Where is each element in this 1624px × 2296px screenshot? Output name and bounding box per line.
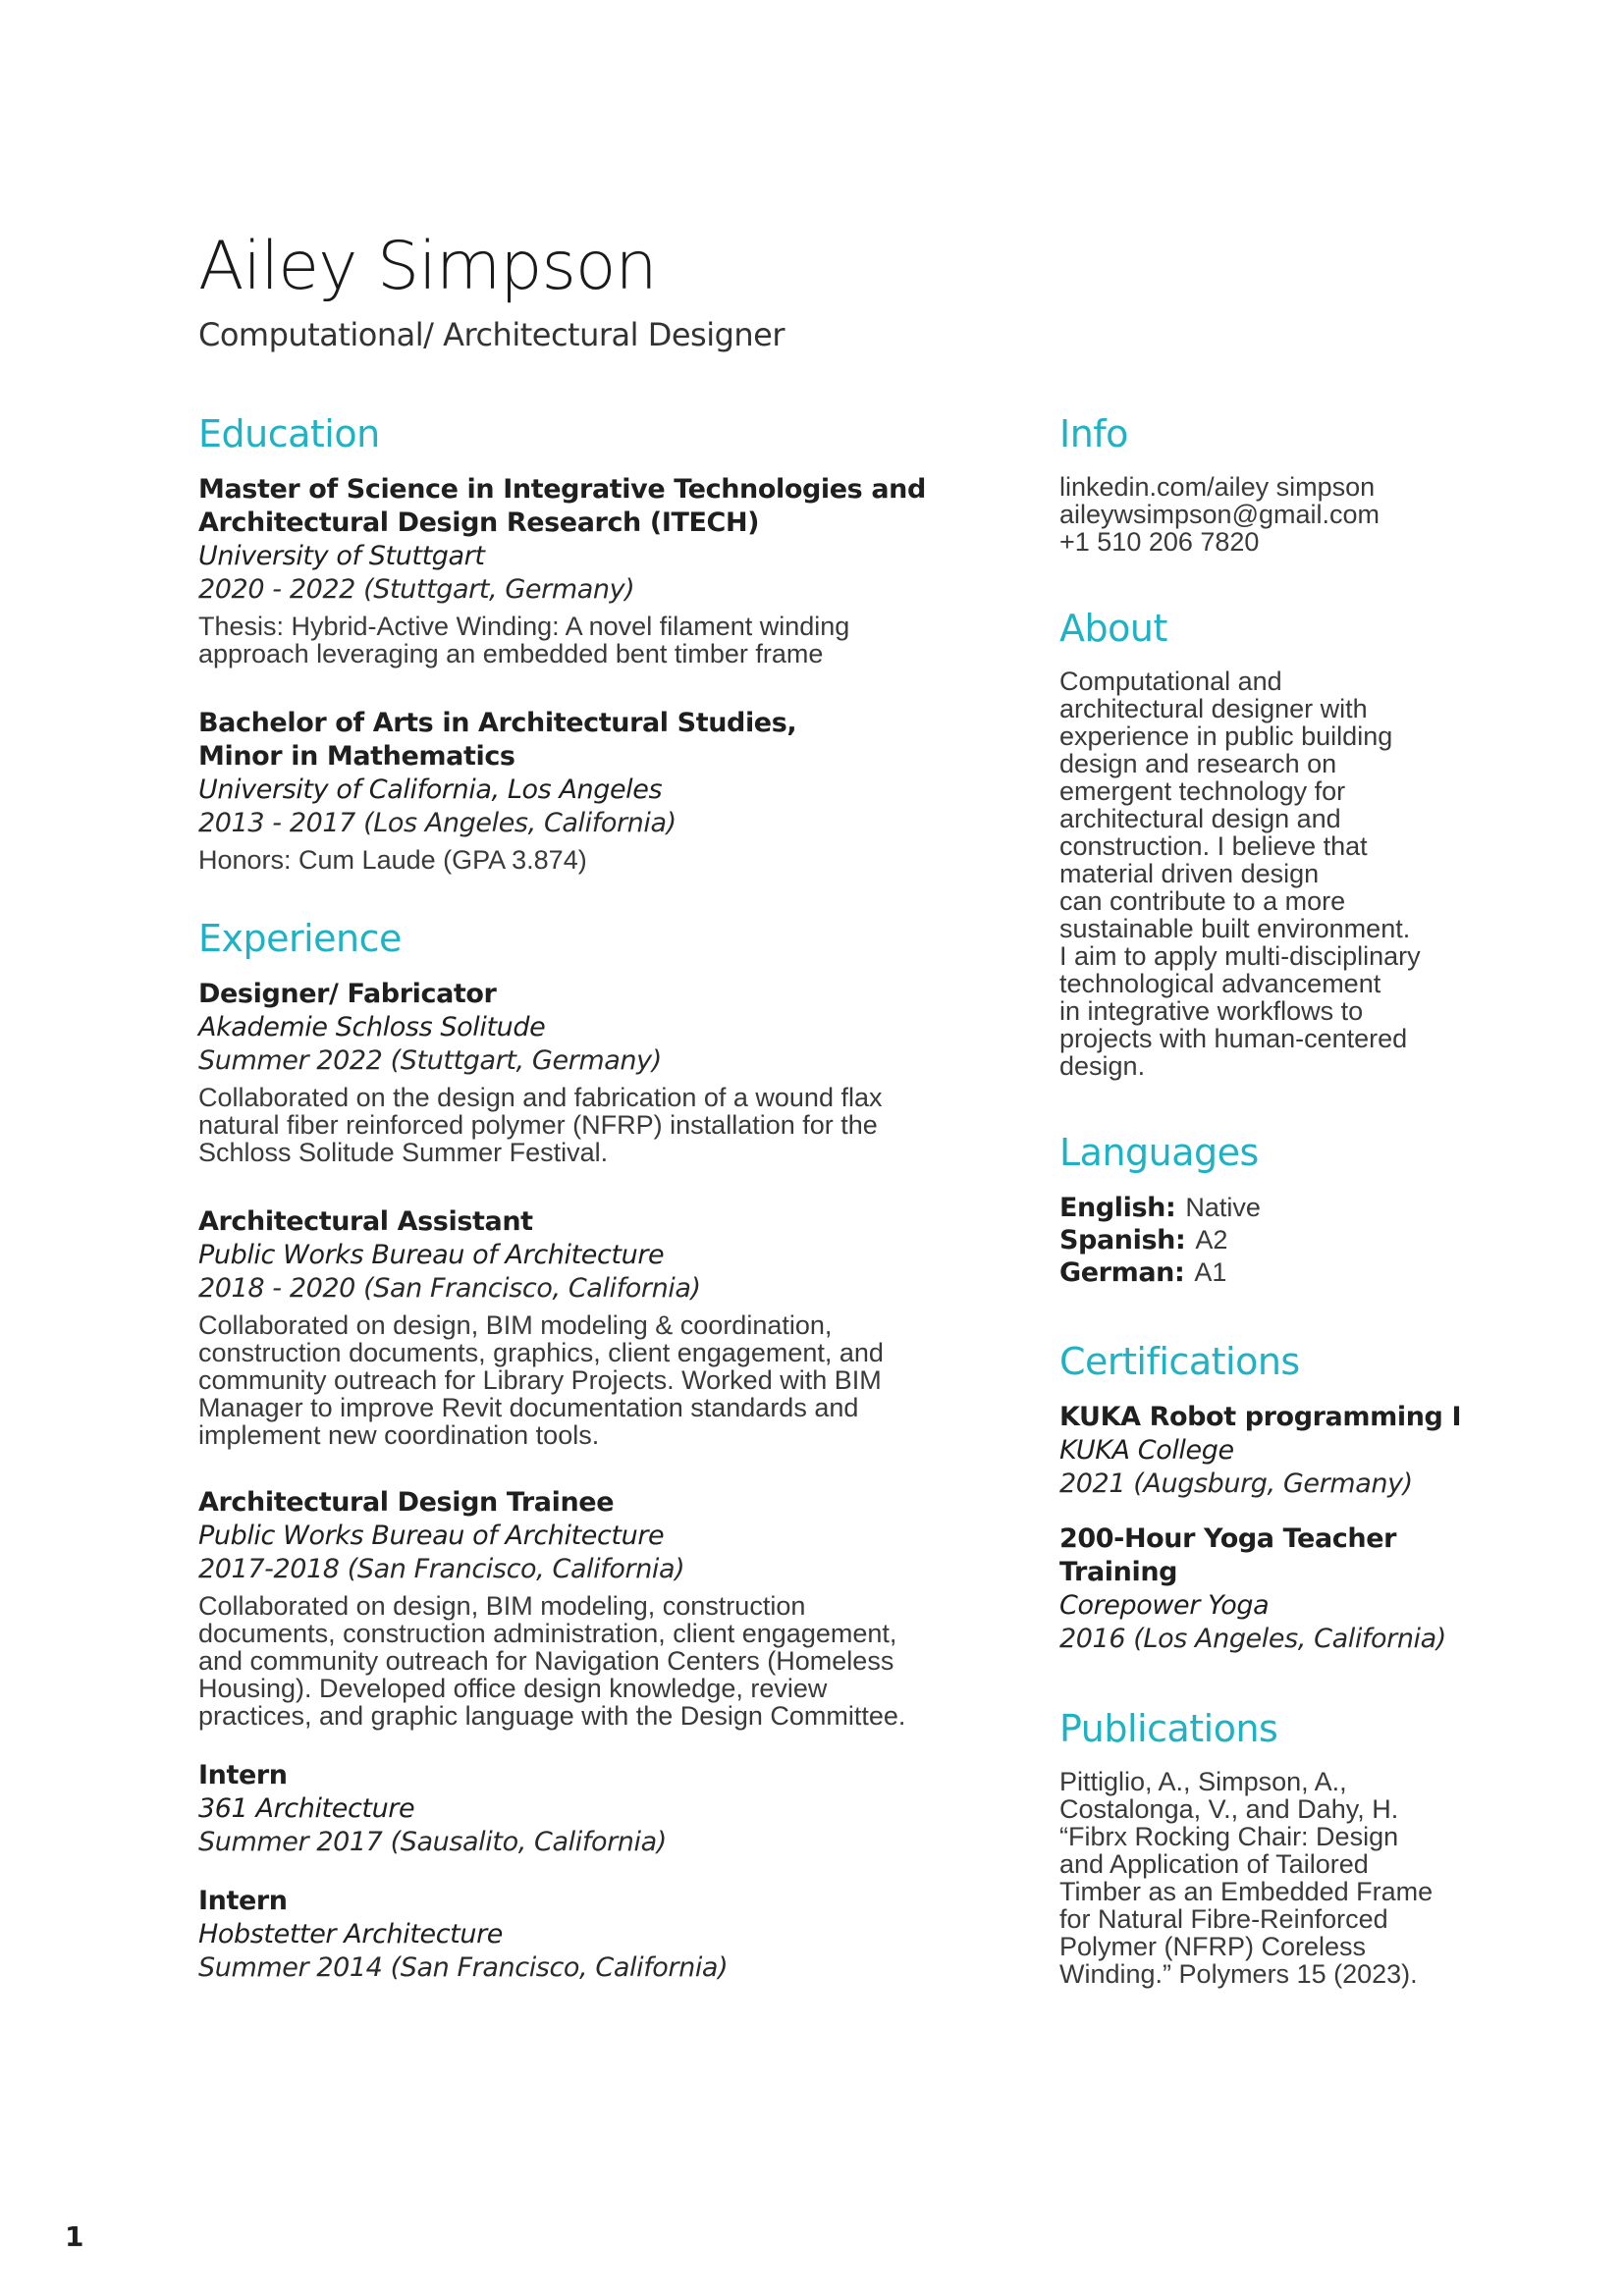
phone-number: +1 510 206 7820: [1059, 527, 1260, 557]
employer-name: Hobstetter Architecture: [198, 1919, 503, 1949]
publication-line: and Application of Tailored: [1059, 1849, 1369, 1879]
education-heading: Education: [198, 412, 380, 455]
employer-name: Public Works Bureau of Architecture: [198, 1521, 665, 1551]
language-item: [1059, 1256, 1472, 1289]
about-line: architectural design and: [1059, 804, 1341, 833]
about-line: I aim to apply multi-disciplinary: [1059, 941, 1421, 971]
job-date: 2017-2018 (San Francisco, California): [198, 1554, 685, 1584]
experience-entry: [198, 1885, 945, 1985]
language-name: German:: [1059, 1257, 1185, 1288]
employer-name: 361 Architecture: [198, 1793, 415, 1824]
publication-line: Timber as an Embedded Frame: [1059, 1877, 1434, 1906]
language-name: English:: [1059, 1193, 1176, 1223]
certification-date: 2021 (Augsburg, Germany): [1059, 1468, 1413, 1499]
publication-line: “Fibrx Rocking Chair: Design: [1059, 1822, 1399, 1851]
certification-org: KUKA College: [1059, 1435, 1234, 1466]
about-line: architectural designer with: [1059, 694, 1368, 723]
school-name: University of California, Los Angeles: [198, 774, 663, 805]
certification-title: 200-Hour Yoga Teacher: [1059, 1523, 1397, 1554]
about-line: Computational and: [1059, 667, 1282, 696]
certifications-heading: Certifications: [1059, 1340, 1300, 1383]
job-desc: [198, 1592, 945, 1730]
experience-entry: [198, 1759, 945, 1859]
job-title: Architectural Assistant: [198, 1206, 533, 1237]
certification-org: Corepower Yoga: [1059, 1590, 1270, 1621]
desc-line: practices, and graphic language with the Design Committee.: [198, 1701, 906, 1731]
job-desc: [198, 1084, 945, 1166]
experience-section: [198, 917, 945, 1985]
job-title: Intern: [198, 1886, 288, 1916]
about-line: construction. I believe that: [1059, 831, 1368, 861]
desc-line: construction documents, graphics, client engagement, and: [198, 1338, 884, 1367]
job-title: Architectural Design Trainee: [198, 1487, 615, 1518]
education-section: [198, 412, 945, 874]
degree-title: Bachelor of Arts in Architectural Studies,: [198, 708, 797, 738]
experience-heading: Experience: [198, 917, 402, 960]
certification-date: 2016 (Los Angeles, California): [1059, 1624, 1446, 1654]
job-title: Intern: [198, 1760, 288, 1790]
about-line: in integrative workflows to: [1059, 996, 1364, 1026]
about-text: [1059, 667, 1472, 1080]
desc-line: Housing). Developed office design knowledge, review: [198, 1674, 828, 1703]
about-line: sustainable built environment.: [1059, 914, 1411, 943]
certifications-section: [1059, 1340, 1472, 1656]
about-heading: About: [1059, 607, 1167, 650]
page-number: 1: [65, 2220, 84, 2253]
certification-entry: [1059, 1401, 1472, 1501]
person-title: Computational/ Architectural Designer: [198, 316, 785, 353]
desc-line: approach leveraging an embedded bent timber frame: [198, 639, 824, 668]
info-section: [1059, 412, 1472, 556]
desc-line: implement new coordination tools.: [198, 1420, 600, 1450]
left-column: [198, 412, 945, 1985]
languages-section: [1059, 1131, 1472, 1289]
certification-entry: [1059, 1522, 1472, 1656]
info-heading: Info: [1059, 412, 1128, 455]
job-date: Summer 2017 (Sausalito, California): [198, 1827, 667, 1857]
language-name: Spanish:: [1059, 1225, 1186, 1255]
publications-section: [1059, 1707, 1472, 1988]
desc-line: documents, construction administration, client engagement,: [198, 1619, 897, 1648]
degree-title: Minor in Mathematics: [198, 741, 515, 772]
education-entry: [198, 707, 945, 874]
languages-heading: Languages: [1059, 1131, 1259, 1174]
about-line: emergent technology for: [1059, 776, 1346, 806]
desc-line: Collaborated on the design and fabrication of a wound flax: [198, 1083, 883, 1112]
language-level: A2: [1195, 1225, 1228, 1255]
publication-line: Pittiglio, A., Simpson, A.,: [1059, 1767, 1347, 1796]
education-date: 2013 - 2017 (Los Angeles, California): [198, 808, 677, 838]
publication-line: Polymer (NFRP) Coreless: [1059, 1932, 1367, 1961]
language-level: Native: [1185, 1193, 1261, 1222]
desc-line: Manager to improve Revit documentation standards and: [198, 1393, 859, 1422]
person-name: Ailey Simpson: [198, 228, 657, 305]
publication-line: Winding.” Polymers 15 (2023).: [1059, 1959, 1418, 1989]
language-item: [1059, 1224, 1472, 1256]
certification-title: Training: [1059, 1557, 1178, 1587]
experience-entry: [198, 978, 945, 1166]
employer-name: Public Works Bureau of Architecture: [198, 1240, 665, 1270]
school-name: University of Stuttgart: [198, 541, 485, 571]
experience-entry: [198, 1205, 945, 1449]
job-title: Designer/ Fabricator: [198, 979, 497, 1009]
desc-line: Honors: Cum Laude (GPA 3.874): [198, 845, 587, 875]
job-desc: [198, 1311, 945, 1449]
education-entry: [198, 473, 945, 667]
publication-line: Costalonga, V., and Dahy, H.: [1059, 1794, 1399, 1824]
desc-line: Collaborated on design, BIM modeling & coordination,: [198, 1310, 833, 1340]
email-link[interactable]: aileywsimpson@gmail.com: [1059, 500, 1380, 529]
about-line: experience in public building: [1059, 721, 1393, 751]
job-date: 2018 - 2020 (San Francisco, California): [198, 1273, 701, 1304]
publications-heading: Publications: [1059, 1707, 1278, 1750]
education-desc: [198, 846, 945, 874]
job-date: Summer 2014 (San Francisco, California): [198, 1952, 729, 1983]
language-item: [1059, 1192, 1472, 1224]
desc-line: Collaborated on design, BIM modeling, construction: [198, 1591, 806, 1621]
about-line: can contribute to a more: [1059, 886, 1346, 916]
experience-entry: [198, 1486, 945, 1730]
education-date: 2020 - 2022 (Stuttgart, Germany): [198, 574, 635, 605]
about-line: design and research on: [1059, 749, 1337, 778]
desc-line: natural fiber reinforced polymer (NFRP) installation for the: [198, 1110, 878, 1140]
about-line: material driven design: [1059, 859, 1320, 888]
publication-line: for Natural Fibre-Reinforced: [1059, 1904, 1388, 1934]
education-desc: [198, 613, 945, 667]
employer-name: Akademie Schloss Solitude: [198, 1012, 546, 1042]
language-level: A1: [1194, 1257, 1227, 1287]
desc-line: Thesis: Hybrid-Active Winding: A novel filament winding: [198, 612, 850, 641]
publication-text: [1059, 1768, 1472, 1988]
certification-title: KUKA Robot programming I: [1059, 1402, 1462, 1432]
about-section: [1059, 607, 1472, 1080]
degree-title: Architectural Design Research (ITECH): [198, 507, 760, 538]
desc-line: and community outreach for Navigation Centers (Homeless: [198, 1646, 894, 1676]
linkedin-link[interactable]: linkedin.com/ailey simpson: [1059, 472, 1376, 502]
desc-line: community outreach for Library Projects. Worked with BIM: [198, 1365, 882, 1395]
job-date: Summer 2022 (Stuttgart, Germany): [198, 1045, 662, 1076]
degree-title: Master of Science in Integrative Technologies and: [198, 474, 926, 505]
desc-line: Schloss Solitude Summer Festival.: [198, 1138, 609, 1167]
about-line: projects with human-centered: [1059, 1024, 1408, 1053]
right-column: [1059, 412, 1472, 1988]
spacer: [1059, 1501, 1472, 1522]
about-line: technological advancement: [1059, 969, 1381, 998]
about-line: design.: [1059, 1051, 1146, 1081]
